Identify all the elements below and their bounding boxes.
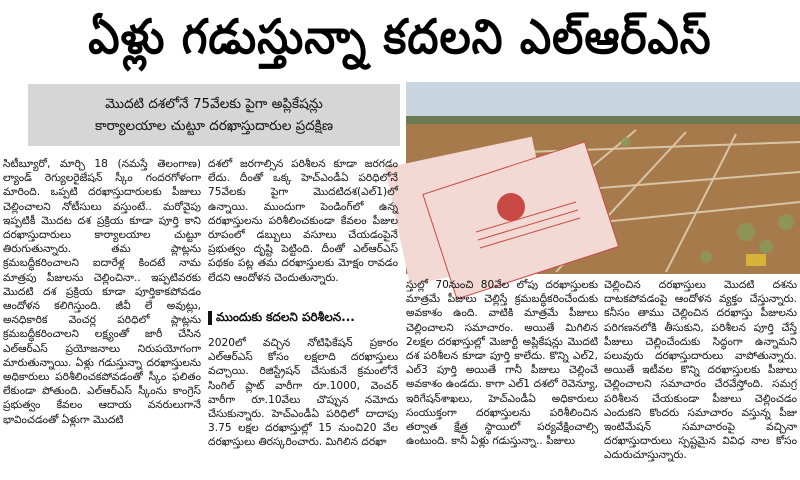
subheading-line-1: మొదటి దశలోనే 75వేలకు పైగా అప్లికేషన్లు [105,96,323,112]
side-heading-text: ముందుకు కదలని పరిశీలన... [216,310,355,324]
photo-illustration [406,82,800,274]
subheading-line-2: కార్యాలయాల చుట్టూ దరఖాస్తుదారుల ప్రదక్షిణ [94,118,334,134]
land-plots-photo [406,82,800,274]
article-column-2-top: దశలో జరగాల్సిన పరిశీలన కూడా జరగడం లేదు. దీంతో ఒక్క హెచ్ఎండీఏ పరిధిలోనే 75వేలకు పైగా మొదటిదశ(ఎల్1)లో ఉన్నాయి. ముందుగా పెండింగ్‌లో ఉన్న దరఖాస్తులను పరిశీలించకుండా కేవలం పీజుల రూపంలో డబ్బులు వసూలు చేయడంపైనే ప్రభుత్వం దృష్టి పెట్టింది. దీంతో ఎల్ఆర్ఎస్ పథకం పట్ల తమ దరఖాస్తులకు మోక్షం రావడం లేదని ఆందోళన చెందుతున్నారు. [208,158,398,284]
document-stamp [497,193,525,221]
headline: ఏళ్లు గడుస్తున్నా కదలని ఎల్‌ఆర్‌ఎస్ [88,9,712,66]
side-heading-marker [208,311,212,325]
article-column-2-bottom: 2020లో వచ్చిన నోటిఫికేషన్ ప్రకారం ఎల్ఆర్ఎస్ కోసం లక్షలాది దరఖాస్తులు వచ్చాయి. రిజిస్ట్రేషన్ చేసుకునే క్రమంలోనే సింగిల్ ప్లాట్ వారీగా రూ.1000, వెంచర్ వారీగా రూ.10వేలు చొప్పున నమోదు చేసుకున్నారు. హెచ్ఎండీఏ పరిధిలో దాదాపు 3.75 లక్షల దరఖాస్తుల్లో 15 నుంచి20 వేల దరఖాస్తులు తిరస్కరించారు. మిగిలిన దరఖా [208,337,398,449]
photo-sign [746,254,766,266]
photo-documents [385,137,619,299]
article-column-3: స్తుల్లో 70నుంచి 80వేల లోపు దరఖాస్తులకు మాత్రమే పీజులు చెల్లిస్తే క్రమబద్ధీకరించేందుకు అవకాశం ఉంది. వాటికి మాత్రమే పీజులు చెల్లించాలని సమాచారం. అయితే మిగిలిన 2లక్షల దరఖాస్తుల్లో మెజార్టీ అప్లికేషన్లు మొదటి దశ పరిశీలన కూడా పూర్తి కాలేదు. కొన్ని ఎల్2, ఎల్3 పూర్తి అయితే గానీ పీజులు చెల్లించే అవకాశం ఉండదు. కాగా ఎల్1 దశలో రెవెన్యూ, ఇరిగేషన్‌శాఖలు, హెచ్ఎండీఏ అధికారులు సంయుక్తంగా దరఖాస్తులను పరిశీలించిన తర్వాత క్షేత్ర స్థాయిలో పర్యవేక్షించాల్సి ఉంటుంది. కానీ ఏళ్లు గడుస్తున్నా.. పీజులు [406,279,598,448]
side-heading [208,306,398,328]
article-column-4: చెల్లించిన దరఖాస్తులు మొదటి దశను దాటకపోవడంపై ఆందోళన వ్యక్తం చేస్తున్నారు. కనీసం తాము చెల్లించిన దరఖాస్తు పీజులను పరిగణనలోకి తీసుకుని, పరిశీలన పూర్తి చేస్తే పీజులు చెల్లించేందుకు సిద్ధంగా ఉన్నామని పలువురు దరఖాస్తుదారులు వాపోతున్నారు. అయితే ఇటీవల కొన్ని దరఖాస్తులకు పీజులు చెల్లించాలని సమాచారం చేరవేస్తోంది. సమగ్ర పరిశీలన చేయకుండా పీజులు చెల్లించడం ఎందుకని కొందరు సమాచారం వస్తున్న పీజు ఇంటిమేషన్ సమాచారంపై వచ్చినా దరఖాస్తుదారులు స్పష్టమైన వివిధ నాల కోసం ఎదురుచూస్తున్నారు. [604,279,797,462]
article-column-1: సిటీబ్యూరో, మార్చి 18 (నమస్తే తెలంగాణ) ల్యాండ్ రెగ్యులరైజేషన్ స్కీం గందరగోళంగా మారింది. ఒప్పటి దరఖాస్తుదారులకు పీజులు చెల్లించాలని నోటీసులు వస్తుంటే.. మరోవైపు ఇప్పటికీ మొదట దశ ప్రక్రియ కూడా పూర్తి కాని దరఖాస్తుదారులు కార్యాలయాల చుట్టూ తిరుగుతున్నారు. తమ ప్లాట్లను క్రమబద్ధీకరించాలని ఐదారేళ్ల కిందటే నామ మాత్రపు పీజులను చెల్లించినా.. ఇప్పటివరకు మొదటి దశ ప్రక్రియ కూడా పూర్తికాకపోవడం ఆందోళన కలిగిస్తుంది. జీవీ లే అవుట్లు, అనధికారిక వెంచర్ల పరిధిలో ప్లాట్లను క్రమబద్ధీకరించాలని లక్ష్యంతో జారీ చేసిన ఎల్ఆర్ఎస్ ప్రయోజనాలు నిరుపయోగంగా మారుతున్నాయి. ఏళ్లు గడుస్తున్నా దరఖాస్తులను అధికారులు పరిశీలించకపోవడంతో స్కీం ఫలితం లేకుండా పోతుంది. ఎల్ఆర్ఎస్ స్కీంను కాంగ్రెస్ ప్రభుత్వం కేవలం ఆదాయ వనరులుగానే భావించడంతో ఏళ్లుగా మొదటి [3,158,201,426]
photo-treeline [406,116,800,124]
subheading-box [28,84,400,146]
photo-sky [406,82,800,118]
